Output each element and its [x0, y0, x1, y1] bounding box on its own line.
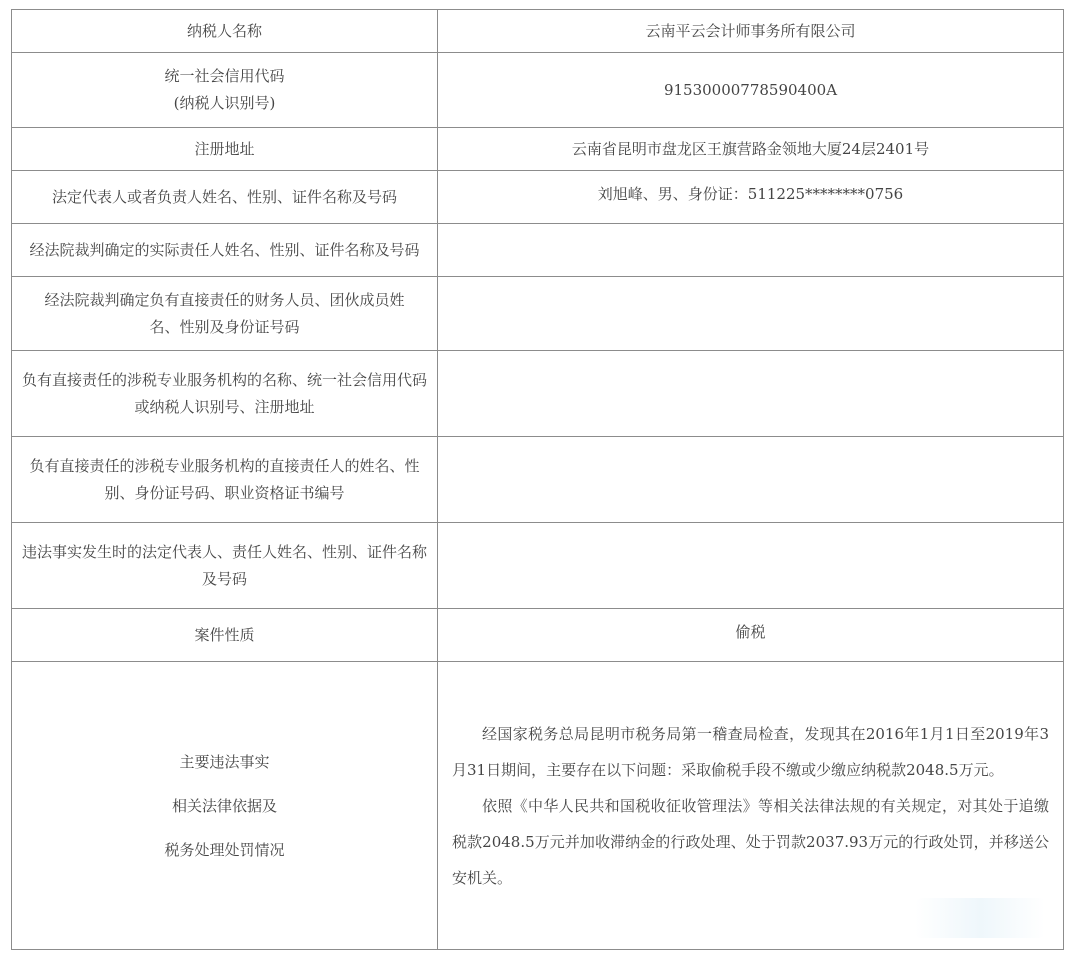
row-value-taxpayer-name: 云南平云会计师事务所有限公司 — [438, 10, 1064, 53]
row-label-tax-agency — [12, 351, 438, 437]
label-line: 及号码 — [201, 569, 247, 588]
row-value-violation-time-representative — [438, 523, 1064, 609]
row-value-actual-responsible — [438, 224, 1064, 277]
facts-paragraph-penalty: 依照《中华人民共和国税收征收管理法》等相关法律法规的有关规定，对其处于追缴税款2048.5万元并加收滞纳金的行政处理、处于罚款2037.93万元的行政处罚，并移送公安机关。 — [452, 796, 1049, 887]
table-row — [12, 662, 1064, 950]
row-label-agency-responsible-person — [12, 437, 438, 523]
table-row — [12, 53, 1064, 128]
row-label-taxpayer-name: 纳税人名称 — [12, 10, 438, 53]
label-line: 经法院裁判确定负有直接责任的财务人员、团伙成员姓 — [44, 290, 405, 309]
row-value-legal-representative: 刘旭峰、男、身份证：511225********0756 — [438, 171, 1064, 224]
row-label-legal-representative: 法定代表人或者负责人姓名、性别、证件名称及号码 — [12, 171, 438, 224]
row-label-actual-responsible: 经法院裁判确定的实际责任人姓名、性别、证件名称及号码 — [12, 224, 438, 277]
label-line: 别、身份证号码、职业资格证书编号 — [104, 483, 345, 502]
table-row — [12, 277, 1064, 351]
row-label-credit-code — [12, 53, 438, 128]
row-label-registered-address: 注册地址 — [12, 128, 438, 171]
label-line: 相关法律依据及 — [171, 796, 277, 815]
row-label-case-nature: 案件性质 — [12, 609, 438, 662]
facts-paragraph-inspection: 经国家税务总局昆明市税务局第一稽查局检查，发现其在2016年1月1日至2019年3月31日期间，主要存在以下问题：采取偷税手段不缴或少缴应纳税款2048.5万元。 — [452, 724, 1049, 779]
tax-violation-table — [11, 9, 1064, 950]
row-label-violation-time-representative — [12, 523, 438, 609]
table-row — [12, 437, 1064, 523]
row-label-financial-staff — [12, 277, 438, 351]
faint-watermark — [915, 898, 1045, 938]
row-value-financial-staff — [438, 277, 1064, 351]
table-row — [12, 128, 1064, 171]
row-value-agency-responsible-person — [438, 437, 1064, 523]
row-value-case-nature: 偷税 — [438, 609, 1064, 662]
table-row — [12, 224, 1064, 277]
row-value-credit-code: 91530000778590400A — [438, 53, 1064, 128]
table-row — [12, 609, 1064, 662]
label-line: 违法事实发生时的法定代表人、责任人姓名、性别、证件名称 — [21, 542, 427, 561]
label-line: 或纳税人识别号、注册地址 — [134, 397, 315, 416]
table-row — [12, 523, 1064, 609]
label-line: 负有直接责任的涉税专业服务机构的直接责任人的姓名、性 — [29, 456, 420, 475]
label-line: 统一社会信用代码 — [164, 67, 285, 85]
table-row — [12, 10, 1064, 53]
row-label-main-facts — [12, 662, 438, 950]
label-line: (纳税人识别号) — [173, 94, 276, 112]
label-line: 税务处理处罚情况 — [164, 840, 285, 859]
label-line: 负有直接责任的涉税专业服务机构的名称、统一社会信用代码 — [21, 370, 427, 389]
row-value-registered-address: 云南省昆明市盘龙区王旗营路金领地大厦24层2401号 — [438, 128, 1064, 171]
row-value-tax-agency — [438, 351, 1064, 437]
table-row — [12, 351, 1064, 437]
label-line: 主要违法事实 — [179, 752, 270, 771]
label-line: 名、性别及身份证号码 — [149, 317, 300, 336]
table-row — [12, 171, 1064, 224]
